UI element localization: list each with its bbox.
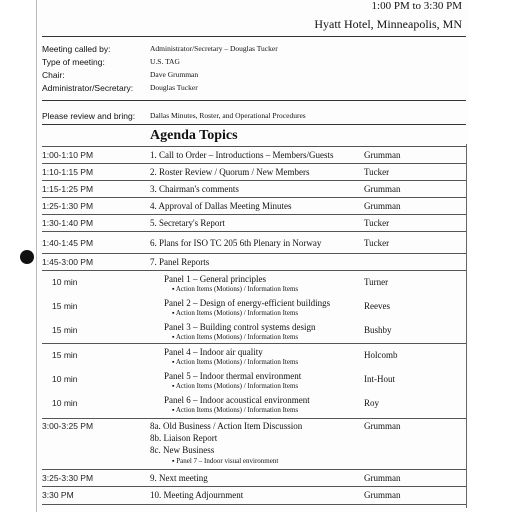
row-owner: Tucker <box>364 238 390 248</box>
section-rule <box>42 124 466 125</box>
table-rule <box>42 418 466 419</box>
row-time: 1:30-1:40 PM <box>42 218 94 228</box>
info-label: Meeting called by: <box>42 44 111 54</box>
row-item: 1. Call to Order – Introductions – Members/Guests <box>150 150 334 160</box>
row-item: Panel 5 – Indoor thermal environment <box>164 371 302 381</box>
row-time: 15 min <box>52 350 78 360</box>
info-value: Dave Grumman <box>150 70 199 79</box>
row-time: 1:45-3:00 PM <box>42 257 94 267</box>
row-time: 10 min <box>52 398 78 408</box>
row-owner: Grumman <box>364 473 401 483</box>
row-owner: Roy <box>364 398 380 408</box>
row-subitem: ▪ Action Items (Motions) / Information Items <box>172 382 299 390</box>
row-time: 1:40-1:45 PM <box>42 238 94 248</box>
document-page <box>36 0 469 512</box>
bring-label: Please review and bring: <box>42 111 136 121</box>
table-rule <box>42 343 466 344</box>
row-time: 15 min <box>52 301 78 311</box>
row-time: 15 min <box>52 325 78 335</box>
row-time: 1:00-1:10 PM <box>42 150 94 160</box>
row-subitem: ▪ Action Items (Motions) / Information Items <box>172 333 299 341</box>
row-owner: Holcomb <box>364 350 398 360</box>
row-item: Panel 3 – Building control systems design <box>164 322 316 332</box>
row-subitem: ▪ Action Items (Motions) / Information Items <box>172 285 299 293</box>
row-owner: Grumman <box>364 184 401 194</box>
table-rule <box>42 486 466 487</box>
table-right-border <box>466 144 467 508</box>
info-value: U.S. TAG <box>150 57 180 66</box>
table-rule <box>42 469 466 470</box>
row-item: Panel 6 – Indoor acoustical environment <box>164 395 310 405</box>
bring-value: Dallas Minutes, Roster, and Operational Procedures <box>150 111 306 120</box>
row-item: 3. Chairman's comments <box>150 184 239 194</box>
info-value: Douglas Tucker <box>150 83 198 92</box>
agenda-title: Agenda Topics <box>150 128 238 143</box>
row-item: Panel 2 – Design of energy-efficient buildings <box>164 298 331 308</box>
row-owner: Grumman <box>364 490 401 500</box>
row-owner: Grumman <box>364 421 401 431</box>
row-owner: Grumman <box>364 150 401 160</box>
row-owner: Bushby <box>364 325 392 335</box>
row-item: 9. Next meeting <box>150 473 208 483</box>
table-rule <box>42 270 466 271</box>
row-item: 10. Meeting Adjournment <box>150 490 244 500</box>
row-subitem: ▪ Action Items (Motions) / Information Items <box>172 309 299 317</box>
row-item: 6. Plans for ISO TC 205 6th Plenary in Norway <box>150 238 322 248</box>
row-owner: Tucker <box>364 218 390 228</box>
row-owner: Turner <box>364 277 389 287</box>
row-item: 7. Panel Reports <box>150 257 210 267</box>
table-rule <box>42 214 466 215</box>
row-time: 10 min <box>52 277 78 287</box>
row-time: 3:30 PM <box>42 490 74 500</box>
row-subitem: ▪ Panel 7 – Indoor visual environment <box>172 457 279 465</box>
table-rule <box>42 504 466 505</box>
row-item: Panel 4 – Indoor air quality <box>164 347 263 357</box>
table-rule <box>42 163 466 164</box>
row-time: 10 min <box>52 374 78 384</box>
row-item: 8c. New Business <box>150 445 215 455</box>
info-label: Chair: <box>42 70 65 80</box>
section-rule <box>42 100 466 101</box>
row-item: Panel 1 – General principles <box>164 274 266 284</box>
header-rule <box>42 36 466 37</box>
row-time: 3:00-3:25 PM <box>42 421 94 431</box>
row-item: 8a. Old Business / Action Item Discussion <box>150 421 303 431</box>
row-owner: Int-Hout <box>364 374 395 384</box>
table-rule <box>42 231 466 232</box>
info-label: Type of meeting: <box>42 57 105 67</box>
row-owner: Reeves <box>364 301 390 311</box>
row-subitem: ▪ Action Items (Motions) / Information Items <box>172 358 299 366</box>
row-item: 4. Approval of Dallas Meeting Minutes <box>150 201 292 211</box>
row-item: 2. Roster Review / Quorum / New Members <box>150 167 310 177</box>
table-rule <box>42 146 466 147</box>
row-subitem: ▪ Action Items (Motions) / Information Items <box>172 406 299 414</box>
meeting-location: Hyatt Hotel, Minneapolis, MN <box>314 17 462 31</box>
table-rule <box>42 253 466 254</box>
binder-hole <box>20 250 34 264</box>
info-label: Administrator/Secretary: <box>42 83 134 93</box>
row-owner: Tucker <box>364 167 390 177</box>
row-time: 1:15-1:25 PM <box>42 184 94 194</box>
row-item: 8b. Liaison Report <box>150 433 218 443</box>
row-time: 3:25-3:30 PM <box>42 473 94 483</box>
info-value: Administrator/Secretary – Douglas Tucker <box>150 44 278 53</box>
table-rule <box>42 180 466 181</box>
table-rule <box>42 197 466 198</box>
meeting-time: 1:00 PM to 3:30 PM <box>371 0 462 12</box>
row-owner: Grumman <box>364 201 401 211</box>
row-time: 1:10-1:15 PM <box>42 167 94 177</box>
row-time: 1:25-1:30 PM <box>42 201 94 211</box>
row-item: 5. Secretary's Report <box>150 218 225 228</box>
